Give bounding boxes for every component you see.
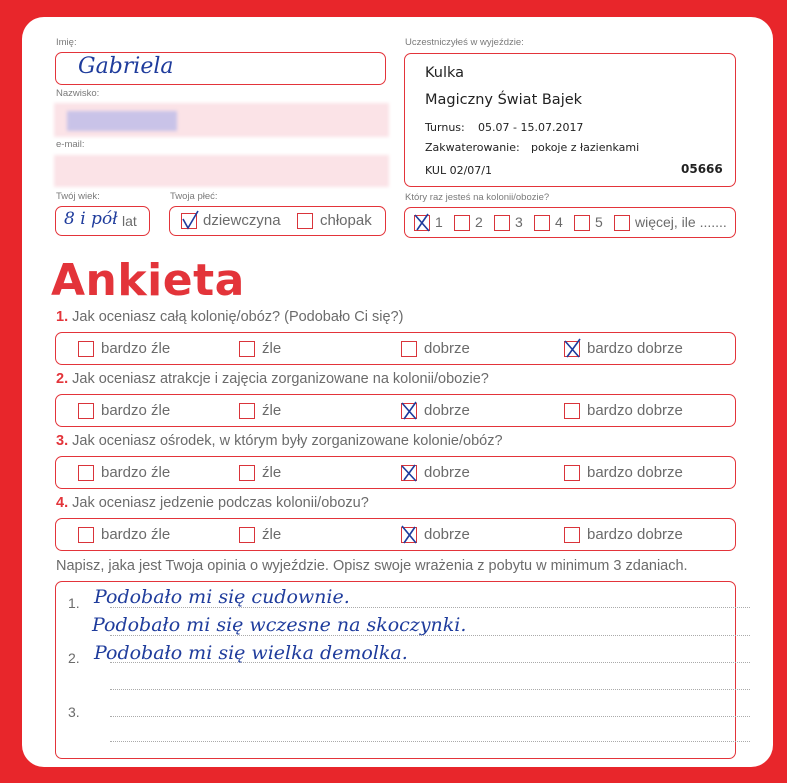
q1-checkbox-bardzo-dobrze[interactable] [564,341,580,357]
q3-bardzo-zle-label: bardzo źle [101,464,171,481]
question-2 [56,371,489,387]
raz-5-label: 5 [595,214,603,230]
label-uczestniczyles: Uczestniczyłeś w wyjeździe: [405,37,524,48]
q3-checkbox-dobrze[interactable] [401,465,417,481]
checkbox-raz-4[interactable] [534,215,550,231]
q4-dobrze-label: dobrze [424,526,470,543]
checkbox-raz-wiecej[interactable] [614,215,630,231]
checkbox-raz-1[interactable] [414,215,430,231]
cross-mark-icon [399,461,421,485]
checkbox-dziewczyna[interactable] [181,213,197,229]
q4-checkbox-bardzo-dobrze[interactable] [564,527,580,543]
q4-checkbox-zle[interactable] [239,527,255,543]
q2-checkbox-bardzo-dobrze[interactable] [564,403,580,419]
raz-wiecej-label: więcej, ile ....... [635,214,727,230]
q3-bardzo-dobrze-label: bardzo dobrze [587,464,683,481]
q3-zle-label: źle [262,464,282,481]
wiek-unit: lat [122,213,137,229]
q3-dobrze-label: dobrze [424,464,470,481]
q1-checkbox-zle[interactable] [239,341,255,357]
trip-turnus-value: 05.07 - 15.07.2017 [478,121,584,134]
question-4-text: Jak oceniasz jedzenie podczas kolonii/obozu? [72,495,369,511]
label-plec: Twoja płeć: [170,191,218,202]
question-4-number: 4. [56,495,69,511]
field-imie[interactable] [55,52,386,85]
opinion-prompt: Napisz, jaka jest Twoja opinia o wyjeździe. Opisz swoje wrażenia z pobytu w minimum 3 zdaniach. [56,558,688,574]
q1-zle-label: źle [262,340,282,357]
q4-checkbox-dobrze[interactable] [401,527,417,543]
line-number-3: 3. [68,704,80,720]
q4-bardzo-dobrze-label: bardzo dobrze [587,526,683,543]
cross-mark-icon [399,399,421,423]
question-2-answers [55,394,736,427]
q3-checkbox-bardzo-dobrze[interactable] [564,465,580,481]
field-ktory-raz [404,207,736,238]
q2-checkbox-zle[interactable] [239,403,255,419]
q3-checkbox-bardzo-zle[interactable] [78,465,94,481]
label-wiek: Twój wiek: [56,191,100,202]
handwritten-line-2: Podobało mi się wczesne na skoczynki. [92,614,467,636]
answer-line [110,716,750,717]
line-number-2: 2. [68,650,80,666]
checkbox-raz-2[interactable] [454,215,470,231]
q1-checkbox-bardzo-zle[interactable] [78,341,94,357]
trip-name: Kulka [425,65,465,81]
cross-mark-icon [412,211,434,235]
value-imie: Gabriela [78,54,174,79]
answer-line [110,689,750,690]
trip-info-box [404,53,736,187]
question-3-text: Jak oceniasz ośrodek, w którym były zorganizowane kolonie/obóz? [72,433,503,449]
q1-dobrze-label: dobrze [424,340,470,357]
value-wiek: 8 i pół [64,209,118,229]
field-plec [169,206,386,236]
checkbox-chlopak[interactable] [297,213,313,229]
question-3-number: 3. [56,433,69,449]
question-2-number: 2. [56,371,69,387]
q4-bardzo-zle-label: bardzo źle [101,526,171,543]
trip-zakw-value: pokoje z łazienkami [531,141,640,154]
q3-checkbox-zle[interactable] [239,465,255,481]
label-imie: Imię: [56,37,77,48]
q2-dobrze-label: dobrze [424,402,470,419]
answer-line [110,741,750,742]
label-email: e-mail: [56,139,85,150]
checkbox-raz-5[interactable] [574,215,590,231]
q2-bardzo-dobrze-label: bardzo dobrze [587,402,683,419]
label-nazwisko: Nazwisko: [56,88,100,99]
field-wiek[interactable] [55,206,150,236]
question-1-number: 1. [56,309,69,325]
question-1-answers [55,332,736,365]
raz-1-label: 1 [435,214,443,230]
handwritten-line-3: Podobało mi się wielka demolka. [94,642,408,664]
q1-checkbox-dobrze[interactable] [401,341,417,357]
question-2-text: Jak oceniasz atrakcje i zajęcia zorganizowane na kolonii/obozie? [72,371,489,387]
question-3-answers [55,456,736,489]
raz-2-label: 2 [475,214,483,230]
survey-sheet [22,17,773,767]
trip-code: KUL 02/07/1 [425,164,492,177]
question-1 [56,309,403,325]
nazwisko-redacted-text [67,111,177,131]
question-1-text: Jak oceniasz całą kolonię/obóz? (Podobało Ci się?) [72,309,404,325]
plec-dziewczyna-label: dziewczyna [203,212,281,229]
question-3 [56,433,503,449]
checkmark-icon [179,209,201,233]
trip-turnus-label: Turnus: [425,121,465,134]
q2-zle-label: źle [262,402,282,419]
handwritten-line-1: Podobało mi się cudownie. [94,586,350,608]
q2-checkbox-bardzo-zle[interactable] [78,403,94,419]
q1-bardzo-dobrze-label: bardzo dobrze [587,340,683,357]
trip-program: Magiczny Świat Bajek [425,92,583,108]
trip-zakw-label: Zakwaterowanie: [425,141,520,154]
q2-checkbox-dobrze[interactable] [401,403,417,419]
field-email-redacted [54,155,389,187]
q1-bardzo-zle-label: bardzo źle [101,340,171,357]
trip-number: 05666 [681,162,723,176]
plec-chlopak-label: chłopak [320,212,372,229]
cross-mark-icon [399,523,421,547]
raz-3-label: 3 [515,214,523,230]
q2-bardzo-zle-label: bardzo źle [101,402,171,419]
cross-mark-icon [562,337,584,361]
survey-title: Ankieta [51,255,245,306]
q4-checkbox-bardzo-zle[interactable] [78,527,94,543]
label-ktory-raz: Który raz jesteś na kolonii/obozie? [405,192,550,203]
raz-4-label: 4 [555,214,563,230]
q4-zle-label: źle [262,526,282,543]
question-4 [56,495,369,511]
question-4-answers [55,518,736,551]
checkbox-raz-3[interactable] [494,215,510,231]
line-number-1: 1. [68,595,80,611]
